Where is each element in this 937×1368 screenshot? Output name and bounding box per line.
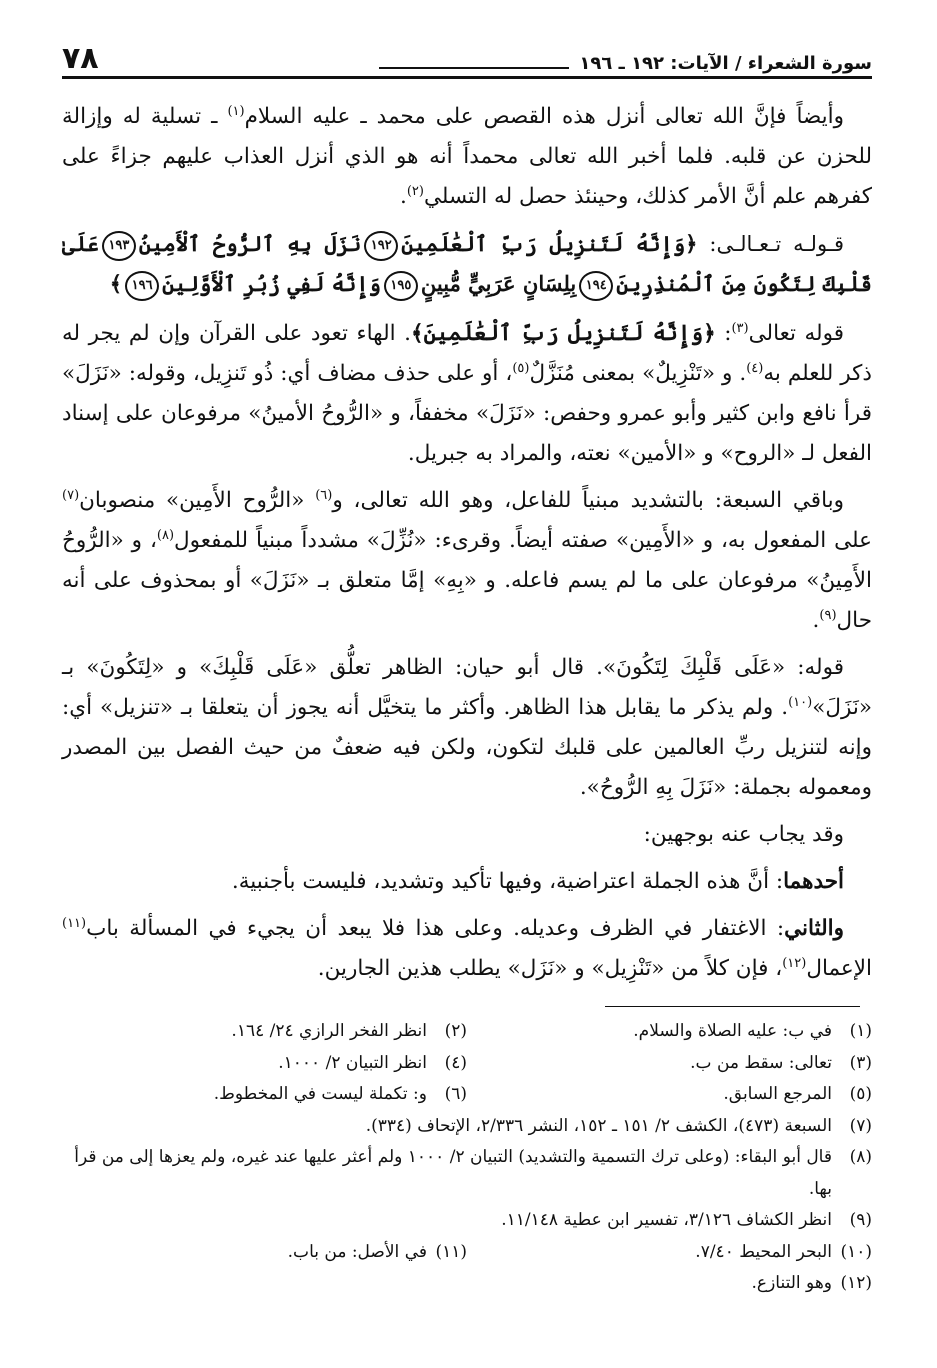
footnote-ref-3[interactable]: (٣) <box>731 320 749 336</box>
footnote-10 <box>467 1237 872 1269</box>
verse-text-193: نَزَلَ بِهِ ٱلرُّوحُ ٱلْأَمِينُ <box>138 231 362 256</box>
footnote-text: قال أبو البقاء: (وعلى ترك التسمية والتشديد) التبيان ٢/ ١٠٠٠ ولم أعثر عليها عند غيره، ولم يعزها إلى من قرأ بها. <box>74 1147 832 1199</box>
footnote-text: في الأصل: من باب. <box>287 1241 427 1262</box>
text-span: ـ تسلية له وإزالة للحزن عن قلبه. فلما أخبر الله تعالى محمداً أنه هو الذي أنزل العذاب عليهم جزاءً على كفرهم علم أنَّ الأمر كذلك، وحينئذ حصل له التسلي <box>62 104 872 209</box>
footnote-number: (٣) <box>849 1052 872 1073</box>
footnote-text: انظر الكشاف ٣/١٢٦، تفسير ابن عطية ١١/١٤٨. <box>501 1210 832 1230</box>
page-header <box>62 38 872 79</box>
footnote-number: (١٠) <box>840 1241 872 1262</box>
running-title: سورة الشعراء / الآيات: ١٩٢ ـ ١٩٦ <box>579 53 872 74</box>
bracket-open: ﴿ <box>685 231 698 256</box>
footnote-number: (١) <box>849 1021 872 1041</box>
footnote-number: (١١) <box>435 1241 467 1262</box>
footnote-number: (٦) <box>444 1084 467 1104</box>
text-span: . <box>400 184 407 209</box>
footnote-5 <box>467 1079 872 1111</box>
text-span: قوله: «عَلَى قَلْبِكَ لِتَكُونَ». قال أبو حيان: الظاهر تعلُّق «عَلَى قَلْبِكَ» و «لِتَكُونَ» بـ «نَزَلَ» <box>62 655 872 720</box>
footnote-row <box>62 1016 872 1048</box>
paragraph-3 <box>62 481 872 641</box>
footnote-number: (٢) <box>444 1021 467 1041</box>
footnote-row <box>62 1237 872 1269</box>
point-label-second: والثاني <box>784 916 844 941</box>
footnote-text: السبعة (٤٧٣)، الكشف ٢/ ١٥١ ـ ١٥٢، النشر ٢/٣٣٦، الإتحاف (٣٣٤). <box>365 1115 832 1136</box>
text-span: قوله تعالى <box>748 321 844 346</box>
paragraph-7 <box>62 909 872 989</box>
text-span: . و «تَنْزِيلٌ» بمعنى مُنَزَّلٌ <box>529 361 747 386</box>
footnote-row <box>62 1142 872 1205</box>
verse-text-195: بِلِسَانٍ عَرَبِيٍّ مُّبِينٍ <box>420 271 577 296</box>
ayah-number-195: ١٩٥ <box>384 271 418 301</box>
ayah-number-196: ١٩٦ <box>125 271 159 301</box>
text-span: ، أو على حذف مضاف أي: ذُو تَنزِيل، وقوله: «نَزَلَ» قرأ نافع وابن كثير وأبو عمرو وحفص: «نَزَلَ» مخففاً، و «الرُّوحُ الأمينُ» مرفوعان على إسناد الفعل لـ «الروح» و «الأمين» نعته، والمراد به جبريل. <box>62 361 872 466</box>
footnote-number: (٧) <box>849 1115 872 1136</box>
page <box>62 38 872 996</box>
text-span: على المفعول به، و «الأَمِين» صفته أيضاً. وقرىء: «نُزِّلَ» مشدداً مبنياً للمفعول <box>174 528 873 553</box>
text-span: : أنَّ هذه الجملة اعتراضية، وفيها تأكيد وتشديد، فليست بأجنبية. <box>231 869 784 894</box>
ayah-number-192: ١٩٢ <box>364 231 398 261</box>
text-span: «الرُّوح الأَمِين» منصوبان <box>79 488 316 513</box>
running-title-group <box>379 53 872 74</box>
footnote-12 <box>62 1268 872 1300</box>
text-span: : الاغتفار في الظرف وعديله. وعلى هذا فلا يبعد أن يجيء في المسألة باب <box>86 916 785 941</box>
footnote-text: و: تكملة ليست في المخطوط. <box>213 1084 427 1104</box>
footnote-ref-6[interactable]: (٦) <box>315 487 333 503</box>
footnote-ref-12[interactable]: (١٢) <box>782 955 807 971</box>
footnote-ref-2[interactable]: (٢) <box>406 183 424 199</box>
text-span: ، و «الرُّوحُ الأَمِينُ» مرفوعان على ما لم يسم فاعله. و «بِهِ» إمَّا متعلق بـ «نَزَلَ» أو بمحذوف على أنه حال <box>62 528 872 633</box>
footnote-text: البحر المحيط ٧/٤٠. <box>695 1241 832 1262</box>
paragraph-5: وقد يجاب عنه بوجهين: <box>643 822 844 847</box>
verse-text-192: وَإِنَّهُ لَتَنزِيلُ رَبِّ ٱلْعَٰلَمِينَ <box>401 231 686 256</box>
footnote-ref-9[interactable]: (٩) <box>819 607 837 623</box>
text-span: وباقي السبعة: بالتشديد مبنياً للفاعل، وهو الله تعالى، و <box>332 488 844 513</box>
footnote-row <box>62 1079 872 1111</box>
footnote-ref-10[interactable]: (١٠) <box>788 694 813 710</box>
footnote-8 <box>62 1142 872 1205</box>
footnote-row <box>62 1111 872 1143</box>
footnote-9 <box>62 1205 872 1237</box>
footnote-ref-1[interactable]: (١) <box>227 103 245 119</box>
footnote-ref-8[interactable]: (٨) <box>156 527 175 543</box>
verse-block <box>62 224 872 304</box>
footnote-number: (٨) <box>849 1147 872 1167</box>
footnote-ref-5[interactable]: (٥) <box>512 360 530 376</box>
footnote-number: (١٢) <box>840 1273 872 1293</box>
verse-text-196: وَإِنَّهُ لَفِي زُبُرِ ٱلْأَوَّلِينَ <box>162 271 381 296</box>
footnote-number: (٤) <box>444 1052 467 1073</box>
footnote-row <box>62 1205 872 1237</box>
paragraph-1 <box>62 97 872 217</box>
text-span: . <box>812 608 820 633</box>
footnote-7 <box>62 1111 872 1143</box>
footnote-text: في ب: عليه الصلاة والسلام. <box>633 1021 832 1041</box>
footnote-number: (٥) <box>849 1084 872 1104</box>
verse-text-194: عَلَىٰ قَلْبِكَ لِتَكُونَ مِنَ ٱلْمُنذِرِينَ <box>62 231 872 296</box>
footnote-3 <box>467 1048 872 1080</box>
footnote-text: تعالى: سقط من ب. <box>690 1052 832 1073</box>
text-span: ، فإن كلاً من «تَنْزِيل» و «نَزَل» يطلب هذين الجارين. <box>317 956 783 981</box>
ayah-number-193: ١٩٣ <box>102 231 136 261</box>
footnotes <box>62 1016 872 1300</box>
text-span: الإعمال <box>806 956 872 981</box>
footnote-text: انظر الفخر الرازي ٢٤/ ١٦٤. <box>231 1021 427 1041</box>
footnote-2 <box>62 1016 467 1048</box>
footnote-text: وهو التنازع. <box>751 1273 832 1293</box>
footnote-ref-4[interactable]: (٤) <box>746 360 764 376</box>
text-span: . ولم يذكر ما يقابل هذا الظاهر. وأكثر ما يتخيَّل أنه يجوز أن يتعلقا بـ «تنزيل» أي: وإنه لتنزيل ربِّ العالمين على قلبك لتكون، ولكن فيه ضعفٌ من حيث الفصل بين المصدر ومعموله بجملة: «نَزَلَ بِهِ الرُّوحُ». <box>62 695 872 800</box>
footnote-row <box>62 1268 872 1300</box>
point-label-first: أحدهما <box>783 869 844 894</box>
footnote-ref-11[interactable]: (١١) <box>62 915 87 931</box>
ayah-number-194: ١٩٤ <box>579 271 613 301</box>
text-span: . الهاء تعود على القرآن وإن لم يجر له ذكر للعلم به <box>62 321 872 386</box>
paragraph-2 <box>62 314 872 474</box>
footnote-ref-7[interactable]: (٧) <box>62 487 80 503</box>
text-span: وأيضاً فإنَّ الله تعالى أنزل هذه القصص على محمد ـ عليه السلام <box>244 104 844 129</box>
footnote-separator <box>605 1006 860 1007</box>
text-span: : <box>715 321 732 346</box>
page-number: ٧٨ <box>62 41 99 76</box>
footnote-11 <box>62 1237 467 1269</box>
footnote-row <box>62 1048 872 1080</box>
paragraph-4 <box>62 648 872 808</box>
quran-quote: ﴿وَإِنَّهُ لَتَنزِيلُ رَبِّ ٱلْعَٰلَمِينَ﴾ <box>410 321 716 346</box>
bracket-close: ﴾ <box>109 271 123 296</box>
header-rule <box>379 67 569 69</box>
footnote-number: (٩) <box>849 1210 872 1230</box>
main-text <box>62 97 872 989</box>
paragraph-6 <box>62 862 872 902</box>
footnote-1 <box>467 1016 872 1048</box>
footnote-text: انظر التبيان ٢/ ١٠٠٠. <box>278 1052 427 1073</box>
verse-intro: قـولـه تـعـالـى: <box>697 232 844 256</box>
footnote-6 <box>62 1079 467 1111</box>
footnote-text: المرجع السابق. <box>723 1084 832 1104</box>
footnote-4 <box>62 1048 467 1080</box>
